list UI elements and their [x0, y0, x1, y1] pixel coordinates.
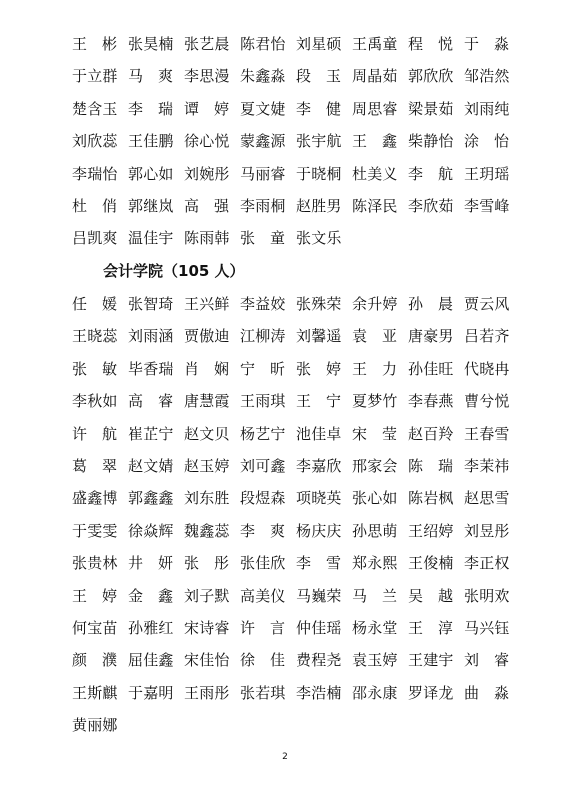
name-row — [72, 28, 525, 60]
student-name: 李浩楠 — [296, 683, 342, 702]
student-name: 宋佳怡 — [184, 651, 230, 670]
student-name: 杜美义 — [352, 164, 398, 183]
student-name: 王彬 — [72, 35, 133, 53]
student-name: 代晓冉 — [464, 359, 510, 378]
student-name: 刘雨涵 — [128, 327, 174, 346]
student-name: 温佳宇 — [128, 229, 174, 248]
student-name: 王力 — [352, 359, 413, 378]
student-name: 徐佳 — [240, 651, 301, 670]
student-name: 高美仪 — [240, 586, 286, 605]
student-name: 李正权 — [464, 554, 510, 573]
student-name: 程悦 — [408, 35, 469, 53]
student-name: 陈君怡 — [240, 35, 286, 53]
name-row — [72, 125, 525, 157]
student-name: 马兰 — [352, 586, 413, 605]
student-name: 刘婉彤 — [184, 164, 230, 183]
student-name: 张宇航 — [296, 132, 342, 151]
student-name: 周晶茹 — [352, 67, 398, 86]
student-name: 郭继岚 — [128, 196, 174, 215]
student-name: 蒙鑫源 — [240, 132, 286, 151]
student-name: 王禹童 — [352, 35, 398, 53]
student-name: 魏鑫蕊 — [184, 521, 230, 540]
student-name: 涂怡 — [464, 132, 525, 151]
student-name: 唐豪男 — [408, 327, 454, 346]
student-name: 高强 — [184, 196, 245, 215]
student-name: 于雯雯 — [72, 521, 118, 540]
student-name: 于立群 — [72, 67, 118, 86]
student-name: 马爽 — [128, 67, 189, 86]
name-row — [72, 418, 512, 450]
name-row — [72, 93, 512, 125]
student-name: 李航 — [408, 164, 469, 183]
student-name: 葛翠 — [72, 456, 133, 475]
student-name: 张文乐 — [296, 229, 342, 248]
name-row — [72, 320, 512, 352]
student-name: 陈瑞 — [408, 456, 469, 475]
student-name: 何宝苗 — [72, 618, 118, 637]
student-name: 王绍婷 — [408, 521, 454, 540]
student-name: 马兴钰 — [464, 618, 510, 637]
student-name: 张婷 — [296, 359, 357, 378]
student-name: 许言 — [240, 618, 301, 637]
student-name: 刘雨纯 — [464, 99, 510, 118]
student-name: 郭欣欣 — [408, 67, 454, 86]
student-name: 马丽睿 — [240, 164, 286, 183]
name-row — [72, 222, 512, 254]
student-name: 余升婷 — [352, 295, 398, 313]
student-name: 张敏 — [72, 359, 133, 378]
name-row — [72, 190, 512, 222]
student-name: 孙晨 — [408, 295, 469, 313]
student-name: 王宁 — [296, 392, 357, 411]
student-name: 唐慧霞 — [184, 392, 230, 411]
student-name: 池佳卓 — [296, 424, 342, 443]
student-name: 黄丽娜 — [72, 716, 118, 735]
student-name: 王佳鹏 — [128, 132, 174, 151]
name-row — [72, 482, 512, 514]
student-name: 王建宇 — [408, 651, 454, 670]
name-row — [72, 515, 512, 547]
student-name: 李健 — [296, 99, 357, 118]
student-name: 吕凯爽 — [72, 229, 118, 248]
student-name: 吕若齐 — [464, 327, 510, 346]
student-name: 颜濮 — [72, 651, 133, 670]
student-name: 王雨彤 — [184, 683, 230, 702]
student-name: 徐焱辉 — [128, 521, 174, 540]
student-name: 孙思萌 — [352, 521, 398, 540]
student-name: 谭婷 — [184, 99, 245, 118]
student-name: 张艺晨 — [184, 35, 230, 53]
name-list-accounting — [72, 288, 525, 741]
student-name: 项晓英 — [296, 489, 342, 508]
student-name: 王鑫 — [352, 132, 413, 151]
student-name: 张彤 — [184, 554, 245, 573]
student-name: 仲佳瑶 — [296, 618, 342, 637]
student-name: 袁玉婷 — [352, 651, 398, 670]
student-name: 宋诗睿 — [184, 618, 230, 637]
student-name: 李雨桐 — [240, 196, 286, 215]
name-list-top — [72, 28, 525, 255]
student-name: 梁景茹 — [408, 99, 454, 118]
section-heading-accounting: 会计学院（105 人） — [103, 262, 245, 280]
student-name: 赵思雪 — [464, 489, 510, 508]
student-name: 柴静怡 — [408, 132, 454, 151]
student-name: 张贵林 — [72, 554, 118, 573]
student-name: 李瑞怡 — [72, 164, 118, 183]
student-name: 周思睿 — [352, 99, 398, 118]
student-name: 刘星硕 — [296, 35, 342, 53]
student-name: 张昊楠 — [128, 35, 174, 53]
student-name: 陈岩枫 — [408, 489, 454, 508]
student-name: 崔芷宁 — [128, 424, 174, 443]
student-name: 赵玉婷 — [184, 456, 230, 475]
student-name: 袁亚 — [352, 327, 413, 346]
student-name: 刘可鑫 — [240, 456, 286, 475]
name-row — [72, 288, 512, 320]
student-name: 肖娴 — [184, 359, 245, 378]
name-row — [72, 158, 512, 190]
student-name: 李益姣 — [240, 295, 286, 313]
student-name: 张心如 — [352, 489, 398, 508]
student-name: 刘东胜 — [184, 489, 230, 508]
student-name: 陈雨韩 — [184, 229, 230, 248]
student-name: 张佳欣 — [240, 554, 286, 573]
student-name: 杨庆庆 — [296, 521, 342, 540]
student-name: 任媛 — [72, 295, 133, 313]
student-name: 马巍荣 — [296, 586, 342, 605]
student-name: 刘子默 — [184, 586, 230, 605]
student-name: 邹浩然 — [464, 67, 510, 86]
student-name: 夏文婕 — [240, 99, 286, 118]
student-name: 李秋如 — [72, 392, 118, 411]
student-name: 王斯麒 — [72, 683, 118, 702]
student-name: 宁昕 — [240, 359, 301, 378]
student-name: 毕香瑞 — [128, 359, 174, 378]
student-name: 李雪 — [296, 554, 357, 573]
student-name: 王淳 — [408, 618, 469, 637]
student-name: 费程尧 — [296, 651, 342, 670]
student-name: 屈佳鑫 — [128, 651, 174, 670]
student-name: 朱鑫淼 — [240, 67, 286, 86]
student-name: 王春雪 — [464, 424, 510, 443]
student-name: 孙雅红 — [128, 618, 174, 637]
student-name: 刘昱彤 — [464, 521, 510, 540]
student-name: 徐心悦 — [184, 132, 230, 151]
student-name: 张若琪 — [240, 683, 286, 702]
student-name: 赵胜男 — [296, 196, 342, 215]
page-number: 2 — [282, 752, 288, 762]
student-name: 刘睿 — [464, 651, 525, 670]
student-name: 杨艺宁 — [240, 424, 286, 443]
student-name: 赵文婧 — [128, 456, 174, 475]
name-row — [72, 580, 512, 612]
name-row — [72, 709, 512, 741]
student-name: 郑永熙 — [352, 554, 398, 573]
student-name: 邢家会 — [352, 456, 398, 475]
name-row — [72, 353, 512, 385]
student-name: 孙佳旺 — [408, 359, 454, 378]
student-name: 吴越 — [408, 586, 469, 605]
student-name: 王婷 — [72, 586, 133, 605]
student-name: 张殊荣 — [296, 295, 342, 313]
student-name: 段玉 — [296, 67, 357, 86]
student-name: 盛鑫博 — [72, 489, 118, 508]
student-name: 于晓桐 — [296, 164, 342, 183]
student-name: 李茉祎 — [464, 456, 510, 475]
student-name: 王晓蕊 — [72, 327, 118, 346]
student-name: 罗译龙 — [408, 683, 454, 702]
student-name: 郭鑫鑫 — [128, 489, 174, 508]
student-name: 曹兮悦 — [464, 392, 510, 411]
name-row — [72, 450, 512, 482]
student-name: 郭心如 — [128, 164, 174, 183]
student-name: 王兴鲜 — [184, 295, 230, 313]
student-name: 金鑫 — [128, 586, 189, 605]
student-name: 于嘉明 — [128, 683, 174, 702]
student-name: 曲淼 — [464, 683, 525, 702]
name-row — [72, 612, 512, 644]
student-name: 李瑞 — [128, 99, 189, 118]
student-name: 杜俏 — [72, 196, 133, 215]
student-name: 王玥瑶 — [464, 164, 510, 183]
student-name: 井妍 — [128, 554, 189, 573]
name-row — [72, 60, 512, 92]
student-name: 王雨琪 — [240, 392, 286, 411]
student-name: 段煜森 — [240, 489, 286, 508]
student-name: 李爽 — [240, 521, 301, 540]
student-name: 李雪峰 — [464, 196, 510, 215]
student-name: 刘欣蕊 — [72, 132, 118, 151]
student-name: 杨永堂 — [352, 618, 398, 637]
name-row — [72, 677, 525, 709]
student-name: 贾云风 — [464, 295, 510, 313]
student-name: 李春燕 — [408, 392, 454, 411]
student-name: 刘馨遥 — [296, 327, 342, 346]
student-name: 李嘉欣 — [296, 456, 342, 475]
student-name: 陈泽民 — [352, 196, 398, 215]
student-name: 张智琦 — [128, 295, 174, 313]
student-name: 邵永康 — [352, 683, 398, 702]
student-name: 许航 — [72, 424, 133, 443]
student-name: 于淼 — [464, 35, 525, 53]
student-name: 宋莹 — [352, 424, 413, 443]
student-name: 江柳涛 — [240, 327, 286, 346]
student-name: 李思漫 — [184, 67, 230, 86]
student-name: 赵文贝 — [184, 424, 230, 443]
name-row — [72, 547, 512, 579]
student-name: 张明欢 — [464, 586, 510, 605]
student-name: 夏梦竹 — [352, 392, 398, 411]
student-name: 张童 — [240, 229, 301, 248]
student-name: 王俊楠 — [408, 554, 454, 573]
student-name: 李欣茹 — [408, 196, 454, 215]
name-row — [72, 644, 525, 676]
student-name: 赵百羚 — [408, 424, 454, 443]
student-name: 楚含玉 — [72, 99, 118, 118]
name-row — [72, 385, 512, 417]
student-name: 贾傲迪 — [184, 327, 230, 346]
student-name: 高睿 — [128, 392, 189, 411]
